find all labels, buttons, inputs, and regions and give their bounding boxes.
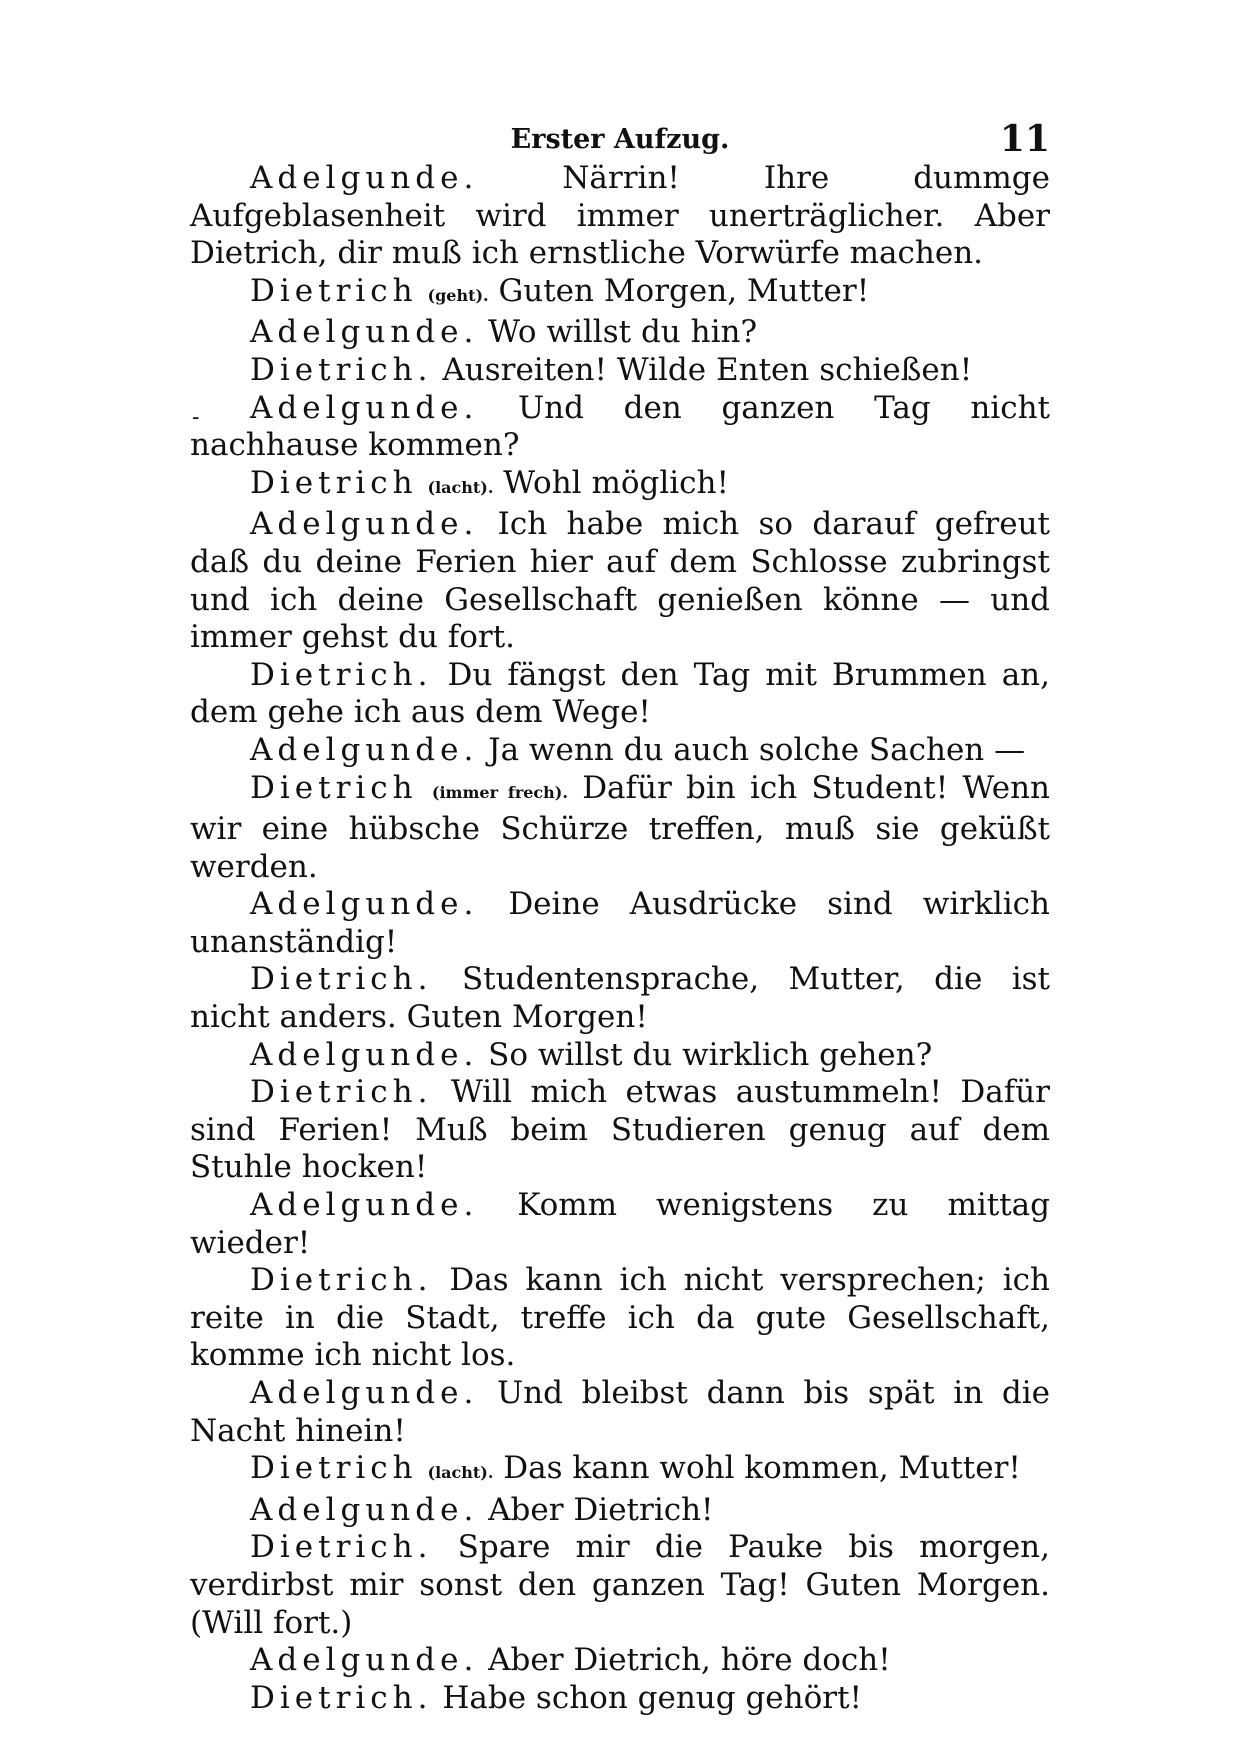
speaker-name: Dietrich	[250, 272, 418, 309]
speaker-name: Dietrich.	[250, 1679, 433, 1716]
speech-text: Das kann ich nicht versprechen; ich reite in die Stadt, treffe ich da gute Gesellschaft, komme ich nicht los.	[190, 1262, 1050, 1374]
speech-line	[190, 1642, 1050, 1680]
speech-text: Das kann wohl kommen, Mutter!	[503, 1450, 1021, 1487]
speech-text: Habe schon genug gehört!	[442, 1679, 863, 1716]
speech-text: Studentensprache, Mutter, die ist nicht anders. Guten Morgen!	[190, 961, 1050, 1036]
speech-line	[190, 390, 1050, 465]
speech-text: Komm wenigstens zu mittag wieder!	[190, 1187, 1050, 1261]
speech-text: Ja wenn du auch solche Sachen —	[488, 731, 1026, 768]
speech-text: Und den ganzen Tag nicht nachhause kommen?	[190, 389, 1051, 464]
speech-line	[190, 1492, 1050, 1530]
speech-line	[190, 1450, 1050, 1492]
speech-text: Will mich etwas austummeln! Dafür sind Ferien! Muß beim Studieren genug auf dem Stuhle hocken!	[190, 1074, 1050, 1186]
speaker-name: Adelgunde.	[250, 1491, 479, 1528]
speech-line	[190, 770, 1050, 887]
speaker-name: Dietrich	[250, 464, 418, 501]
stage-direction: (geht).	[427, 285, 489, 305]
speaker-name: Adelgunde.	[250, 1187, 479, 1224]
page-number: 11	[999, 118, 1050, 160]
speech-line	[190, 314, 1050, 352]
speech-text: Aber Dietrich, höre doch!	[488, 1642, 891, 1679]
speaker-name: Adelgunde.	[250, 160, 479, 196]
speech-line	[190, 1262, 1050, 1375]
speaker-name: Adelgunde.	[250, 389, 479, 426]
speech-text: Und bleibst dann bis spät in die Nacht hinein!	[190, 1375, 1050, 1449]
speaker-name: Dietrich	[250, 1450, 418, 1487]
book-page	[190, 110, 1050, 1717]
speaker-name: Dietrich.	[250, 1074, 433, 1111]
speech-text: Wohl möglich!	[503, 464, 729, 501]
page-header	[190, 110, 1050, 160]
speaker-name: Dietrich	[250, 769, 418, 806]
speech-text: Wo willst du hin?	[488, 314, 758, 351]
speaker-name: Dietrich.	[250, 1262, 433, 1299]
speaker-name: Adelgunde.	[250, 314, 479, 351]
speaker-name: Adelgunde.	[250, 1642, 479, 1679]
speech-text: Dafür bin ich Student! Wenn wir eine hübsche Schürze treffen, muß sie geküßt werden.	[190, 769, 1050, 885]
speech-text: So willst du wirklich gehen?	[488, 1036, 933, 1073]
speaker-name: Adelgunde.	[250, 731, 479, 768]
speech-line	[190, 273, 1050, 315]
speech-text: Aber Dietrich!	[488, 1491, 714, 1528]
speech-text: Guten Morgen, Mutter!	[498, 272, 870, 309]
stage-direction: (lacht).	[427, 1463, 494, 1483]
speech-line	[190, 1074, 1050, 1187]
speech-line	[190, 657, 1050, 732]
speech-text: Ausreiten! Wilde Enten schießen!	[442, 351, 973, 388]
speech-line	[190, 886, 1050, 961]
speaker-name: Dietrich.	[250, 1529, 433, 1566]
speaker-name: Dietrich.	[250, 961, 433, 998]
dialogue-body	[190, 160, 1050, 1717]
speaker-name: Adelgunde.	[250, 1036, 479, 1073]
stage-direction: (immer frech).	[431, 782, 568, 802]
stage-direction: (lacht).	[427, 477, 494, 497]
speech-line	[190, 506, 1050, 656]
speech-text: Deine Ausdrücke sind wirklich unanständig!	[190, 886, 1050, 960]
running-title: Erster Aufzug.	[510, 124, 730, 155]
speech-line	[190, 1529, 1050, 1642]
speech-line	[190, 732, 1050, 770]
speech-line	[190, 961, 1050, 1036]
speech-line	[190, 1037, 1050, 1075]
speaker-name: Adelgunde.	[250, 1375, 479, 1411]
speaker-name: Adelgunde.	[250, 886, 479, 923]
speech-line	[190, 465, 1050, 507]
speech-line	[190, 352, 1050, 390]
speech-text: Spare mir die Pauke bis morgen, verdirbst mir sonst den ganzen Tag! Guten Morgen. (Will fort.)	[190, 1529, 1050, 1641]
speech-text: Du fängst den Tag mit Brummen an, dem gehe ich aus dem Wege!	[190, 656, 1051, 731]
speech-line	[190, 1187, 1050, 1262]
speech-line	[190, 1680, 1050, 1718]
speech-line	[190, 160, 1050, 273]
margin-mark: -	[192, 405, 200, 430]
speech-line	[190, 1375, 1050, 1450]
speaker-name: Dietrich.	[250, 351, 433, 388]
speech-text: Ich habe mich so darauf gefreut daß du deine Ferien hier auf dem Schlosse zubringst und ich deine Gesellschaft genießen könne — und immer gehst du fort.	[190, 506, 1050, 656]
speech-text: Närrin! Ihre dummge Aufgeblasenheit wird immer unerträglicher. Aber Dietrich, dir muß ich ernstliche Vorwürfe machen.	[190, 160, 1050, 272]
speaker-name: Dietrich.	[250, 656, 433, 693]
speaker-name: Adelgunde.	[250, 506, 479, 543]
